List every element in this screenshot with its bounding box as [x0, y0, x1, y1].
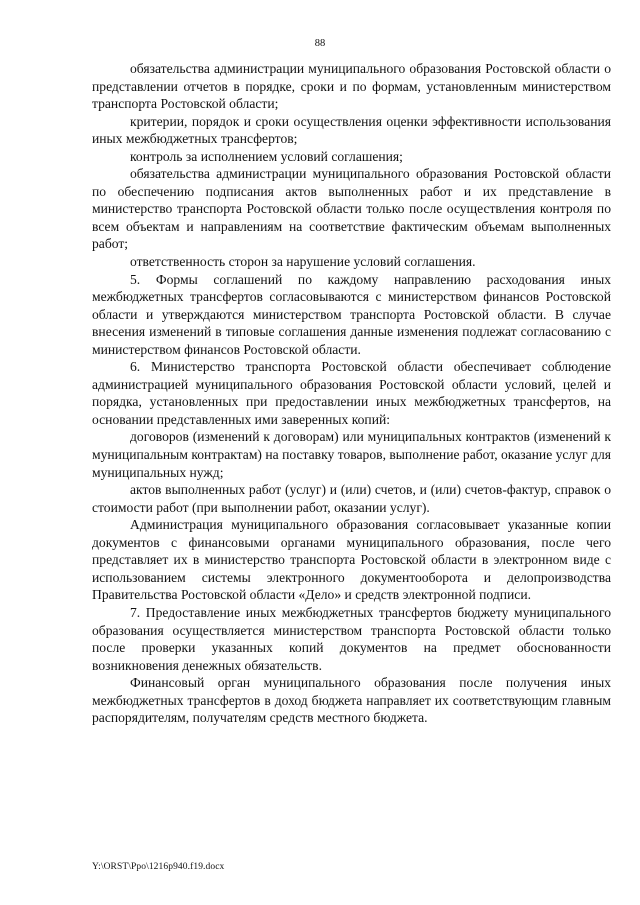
paragraph-contracts-copies: договоров (изменений к договорам) или муниципальных контрактов (изменений к муниципальным контрактам) на поставку товаров, выполнение работ, оказание услуг для муниципальных нужд;: [92, 429, 611, 480]
paragraph-item-5-agreement-forms: 5. Формы соглашений по каждому направлению расходования иных межбюджетных трансфертов согласовываются с министерством финансов Ростовской области и утверждаются министерством транспорта Ростовской области. В случае внесения изменений в типовые соглашения данные изменения подлежат согласованию с министерством финансов Ростовской области.: [92, 271, 611, 357]
paragraph-efficiency-criteria: критерии, порядок и сроки осуществления оценки эффективности использования иных межбюджетных трансфертов;: [92, 113, 611, 147]
paragraph-item-7-provision: 7. Предоставление иных межбюджетных трансфертов бюджету муниципального образования осуществляется министерством транспорта Ростовской области только после проверки указанных копий документов на предмет обоснованности возникновения денежных обязательств.: [92, 604, 611, 673]
paragraph-admin-reporting-obligations: обязательства администрации муниципального образования Ростовской области о представлении отчетов в порядке, сроки и по формам, установленным министерством транспорта Ростовской области;: [92, 61, 611, 112]
footer-file-path: Y:\ORST\Ppo\1216p940.f19.docx: [92, 862, 225, 872]
page-number: 88: [314, 38, 326, 49]
document-body: [92, 60, 611, 727]
paragraph-parties-responsibility: ответственность сторон за нарушение условий соглашения.: [130, 254, 476, 270]
paragraph-acts-invoices-copies: актов выполненных работ (услуг) и (или) счетов, и (или) счетов-фактур, справок о стоимости работ (при выполнении работ, оказании услуг).: [92, 482, 611, 515]
paragraph-acts-signing-obligations: обязательства администрации муниципального образования Ростовской области по обеспечению подписания актов выполненных работ и их представление в министерство транспорта Ростовской области только после осуществления контроля по всем объектам и направлениям на соответствие фактическим объемам выполненных работ;: [92, 166, 611, 252]
paragraph-control-of-conditions: контроль за исполнением условий соглашения;: [130, 148, 403, 164]
paragraph-item-6-ministry-control: 6. Министерство транспорта Ростовской области обеспечивает соблюдение администрацией муниципального образования Ростовской области условий, целей и порядка, установленных при предоставлении иных межбюджетных трансфертов, на основании представленных ими заверенных копий:: [92, 359, 611, 427]
paragraph-admin-approval-edm: Администрация муниципального образования согласовывает указанные копии документов с финансовыми органами муниципального образования, после чего представляет их в министерство транспорта Ростовской области в электронном виде с использованием системы электронного документооборота и делопроизводства Правительства Ростовской области «Дело» и средств электронной подписи.: [92, 517, 611, 603]
paragraph-financial-body-distribution: Финансовый орган муниципального образования после получения иных межбюджетных трансфертов в доход бюджета направляет их соответствующим главным распорядителям, получателям средств местного бюджета.: [92, 675, 611, 726]
